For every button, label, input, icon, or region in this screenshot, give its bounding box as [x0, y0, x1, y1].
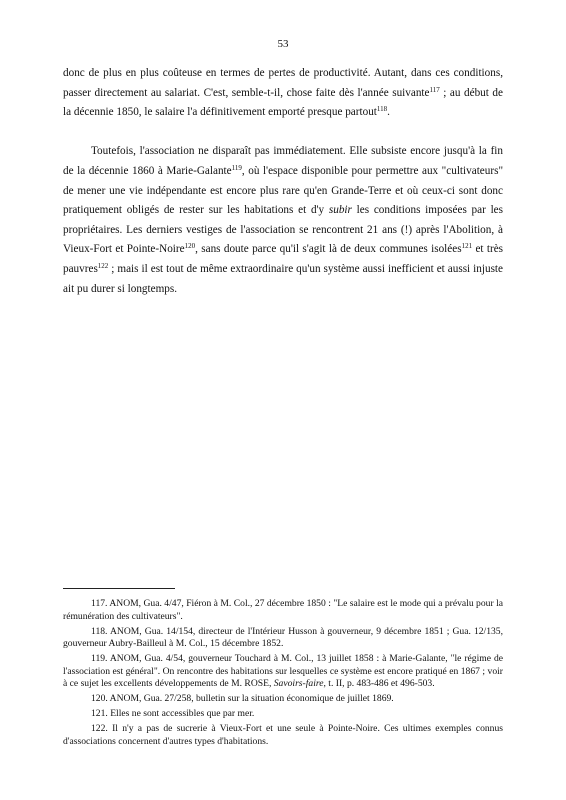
footnote-119 [63, 653, 503, 691]
paragraph-text: donc de plus en plus coûteuse en termes de pertes de productivité. Autant, dans ces conditions, passer directement au salariat. C'est, semble-t-il, chose faite dès l'année suivante [63, 67, 503, 99]
book-title: Savoirs-faire [273, 678, 324, 690]
footnote-ref-117[interactable]: 117 [429, 85, 440, 94]
footnote-text: , t. II, p. 483-486 et 496-503. [323, 678, 435, 690]
footnote-118: 118. ANOM, Gua. 14/154, directeur de l'Intérieur Husson à gouverneur, 9 décembre 1851 ; Gua. 12/135, gouverneur Aubry-Bailleul à M. Col., 15 décembre 1852. [63, 625, 503, 650]
footnote-divider [63, 588, 175, 589]
paragraph-text: ; au début de la décennie 1850, le salaire l'a définitivement emporté presque partout [63, 86, 503, 119]
footnote-ref-121[interactable]: 121 [461, 242, 473, 251]
emphasis-text: subir [328, 204, 352, 217]
paragraph-text: Toutefois, l'association ne disparaît pas immédiatement. Elle subsiste encore jusqu'à la fin de la décennie 1860 à Marie-Galante [63, 145, 503, 177]
paragraph-text: . [387, 106, 390, 119]
footnote-120: 120. ANOM, Gua. 27/258, bulletin sur la situation économique de juillet 1869. [91, 693, 394, 705]
footnote-122: 122. Il n'y a pas de sucrerie à Vieux-Fort et une seule à Pointe-Noire. Ces ultimes exemples connus d'associations concernent d'autres types d'habitations. [63, 723, 503, 747]
footnote-text: 119. ANOM, Gua. 4/54, gouverneur Touchard à M. Col., 13 juillet 1858 : à Marie-Galante, "le régime de l'association est général". On rencontre des habitations sur lesquelles ce système est encore pratiqué en 1867 ; voir à ce sujet les excellents développements de M. ROSE, [63, 653, 503, 690]
main-text [63, 64, 503, 299]
footnote-117: 117. ANOM, Gua. 4/47, Fiéron à M. Col., 27 décembre 1850 : "Le salaire est le mode qui a prévalu pour la rémunération des cultivateurs". [63, 598, 503, 622]
footnote-121: 121. Elles ne sont accessibles que par mer. [91, 708, 255, 720]
paragraph-text: , où l'espace disponible pour permettre aux "cultivateurs" de mener une vie indépendante est encore plus rare qu'en Grande-Terre et où ceux-ci sont donc pratiquement obligés de rester sur les habitations et d'y [63, 164, 504, 217]
paragraph-2 [63, 142, 503, 299]
paragraph-text: les conditions imposées par les propriétaires. Les derniers vestiges de l'association se rencontrent 21 ans (!) après l'Abolition, à Vieux-Fort et Pointe-Noire [63, 204, 504, 256]
paragraph-1 [63, 64, 503, 123]
paragraph-text: ; mais il est tout de même extraordinaire qu'un système aussi inefficient et aussi injuste ait pu durer si longtemps. [63, 262, 503, 295]
footnotes-section [63, 598, 503, 751]
page-number: 53 [277, 38, 289, 50]
footnote-ref-119[interactable]: 119 [231, 163, 242, 172]
footnote-ref-120[interactable]: 120 [184, 242, 196, 251]
footnote-ref-118[interactable]: 118 [376, 105, 388, 114]
paragraph-text: , sans doute parce qu'il s'agit là de deux communes isolées [195, 243, 462, 256]
footnote-ref-122[interactable]: 122 [97, 261, 109, 270]
paragraph-text: et très pauvres [63, 243, 504, 275]
